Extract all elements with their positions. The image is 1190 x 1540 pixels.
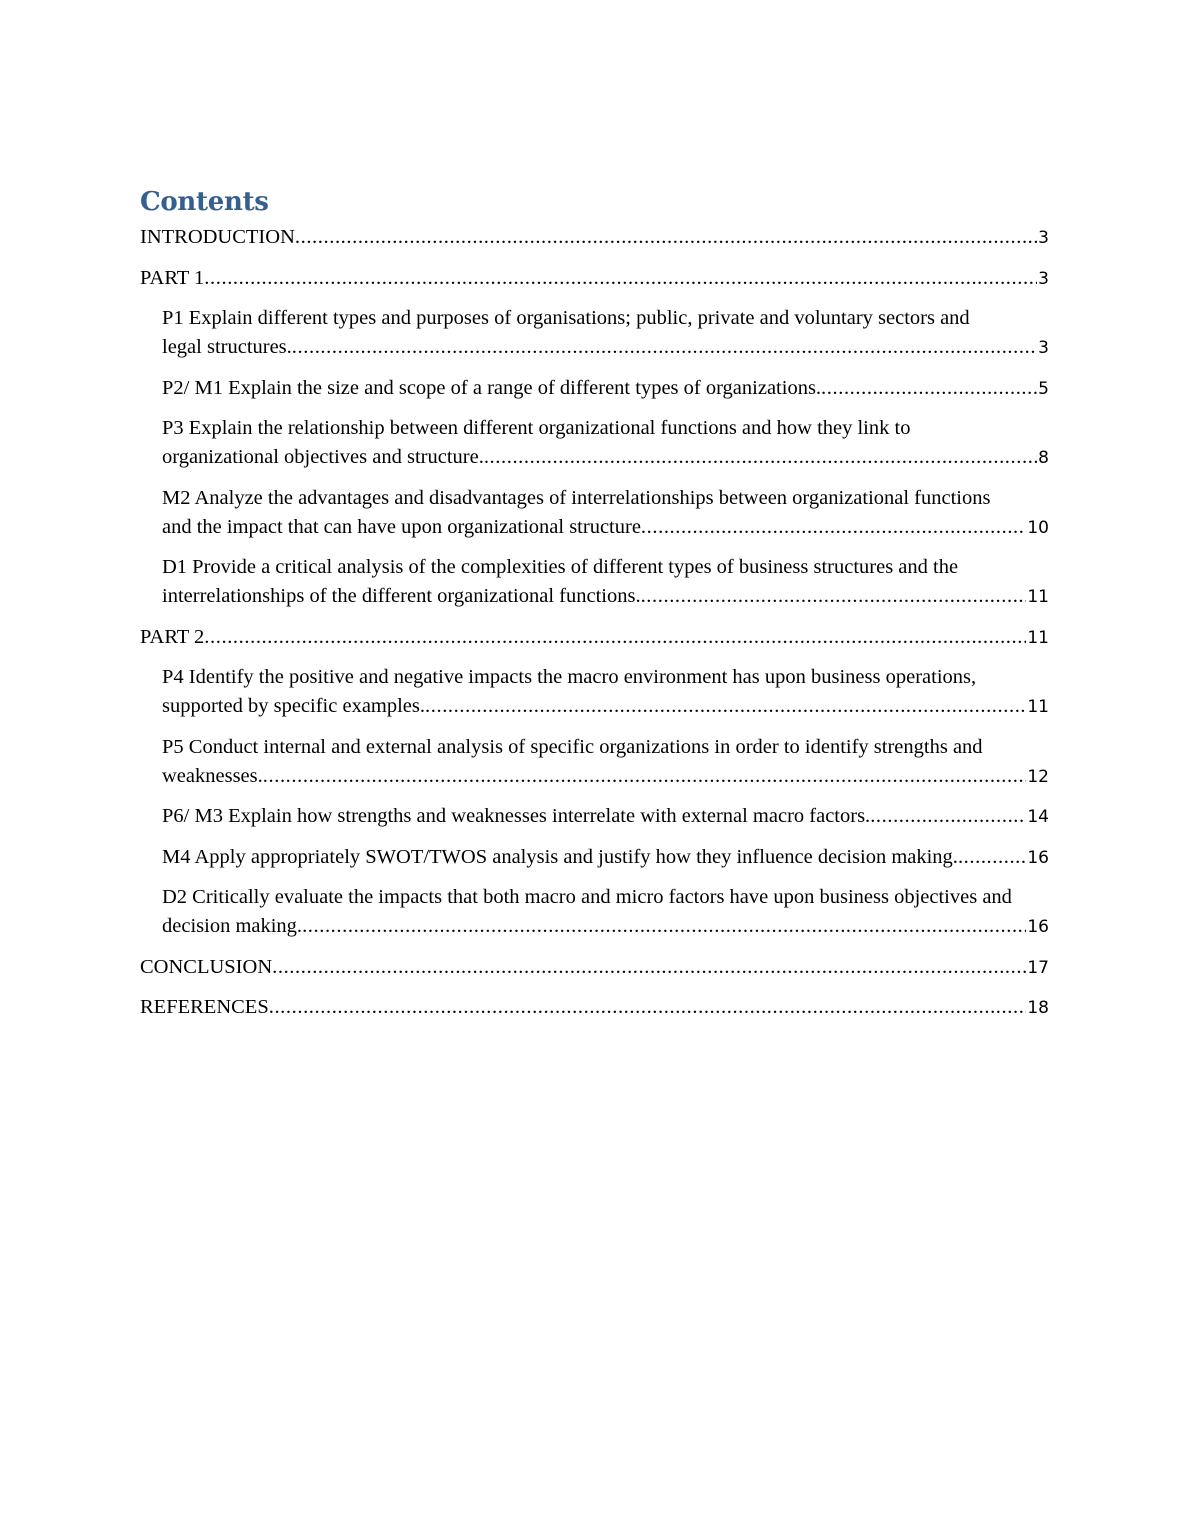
toc-page-number: 16 — [1027, 847, 1049, 868]
toc-page-number: 3 — [1038, 338, 1049, 358]
toc-entry-line — [140, 953, 1049, 983]
toc-entry[interactable] — [140, 843, 1049, 873]
toc-entry-text-line1: P1 Explain different types and purposes of organisations; public, private and voluntary sectors and — [162, 307, 970, 329]
toc-entry-text-line1: P5 Conduct internal and external analysis of specific organizations in order to identify strengths and — [162, 735, 983, 758]
toc-title: Contents — [140, 187, 269, 217]
toc-entry[interactable] — [140, 993, 1049, 1023]
toc-entry-text: decision making. — [162, 915, 303, 937]
dot-leader — [821, 374, 1037, 403]
toc-entry[interactable] — [140, 802, 1049, 832]
toc-entry-text: and the impact that can have upon organizational structure — [162, 515, 641, 538]
toc-entry-line — [162, 843, 1049, 873]
toc-entry-line — [162, 912, 1049, 942]
toc-entry-line — [140, 223, 1049, 253]
dot-leader — [870, 802, 1026, 831]
toc-entry-text-line1: P3 Explain the relationship between different organizational functions and how they link to — [162, 417, 911, 439]
toc-page-number: 17 — [1027, 957, 1049, 978]
toc-page-number: 11 — [1027, 697, 1049, 717]
dot-leader — [204, 264, 1037, 293]
toc-page-number: 3 — [1038, 268, 1049, 289]
dot-leader — [263, 762, 1027, 791]
toc-entry-text: REFERENCES — [140, 996, 269, 1018]
dot-leader — [295, 223, 1037, 252]
toc-page-number: 16 — [1027, 917, 1049, 937]
toc-page-number: 3 — [1038, 228, 1049, 248]
toc-entry-text: P6/ M3 Explain how strengths and weaknesses interrelate with external macro factors. — [162, 805, 871, 827]
toc-entry-line — [140, 993, 1049, 1023]
dot-leader — [641, 513, 1026, 542]
toc-entry-line — [162, 762, 1049, 792]
toc-entry[interactable] — [140, 304, 1049, 363]
toc-entry[interactable] — [140, 374, 1049, 404]
toc-entry-line — [162, 443, 1049, 473]
toc-entry-text-line1: D2 Critically evaluate the impacts that both macro and micro factors have upon business objectives and — [162, 886, 1012, 908]
toc-entry-line — [162, 374, 1049, 404]
toc-entry-line — [162, 802, 1049, 832]
toc-entry-text: weaknesses. — [162, 764, 263, 787]
toc-entry-text: legal structures. — [162, 336, 292, 358]
toc-entry-text: PART 1 — [140, 266, 205, 289]
toc-entry-text-line1: D1 Provide a critical analysis of the complexities of different types of business structures and the — [162, 556, 959, 578]
toc-entry[interactable] — [140, 733, 1049, 792]
toc-page-number: 11 — [1027, 627, 1049, 648]
toc-entry-text: organizational objectives and structure. — [162, 446, 484, 468]
dot-leader — [958, 843, 1026, 872]
toc-entry[interactable] — [140, 623, 1049, 653]
toc-entry-text-line1: M2 Analyze the advantages and disadvantages of interrelationships between organizational functions — [162, 486, 991, 509]
dot-leader — [641, 582, 1027, 611]
toc-page-number: 5 — [1038, 378, 1049, 399]
dot-leader — [269, 993, 1027, 1022]
toc-list — [140, 223, 1049, 1023]
toc-entry-text: interrelationships of the different organizational functions. — [162, 585, 641, 607]
toc-entry-text: PART 2 — [140, 625, 205, 648]
toc-page-number: 14 — [1027, 807, 1049, 827]
toc-page-number: 11 — [1027, 587, 1049, 607]
toc-entry-line — [140, 264, 1049, 294]
toc-entry-text: INTRODUCTION — [140, 226, 295, 248]
toc-entry[interactable] — [140, 553, 1049, 612]
toc-entry[interactable] — [140, 414, 1049, 473]
toc-page-number: 18 — [1027, 998, 1049, 1018]
toc-entry-text: M4 Apply appropriately SWOT/TWOS analysis and justify how they influence decision making. — [162, 845, 958, 868]
dot-leader — [425, 692, 1026, 721]
toc-entry[interactable] — [140, 953, 1049, 983]
toc-entry[interactable] — [140, 484, 1049, 543]
toc-entry[interactable] — [140, 883, 1049, 942]
toc-entry-text: supported by specific examples. — [162, 695, 426, 717]
toc-entry-text: P2/ M1 Explain the size and scope of a range of different types of organizations. — [162, 376, 822, 399]
document-page — [140, 183, 1049, 1034]
toc-entry-line — [162, 513, 1049, 543]
dot-leader — [302, 912, 1026, 941]
toc-page-number: 8 — [1038, 448, 1049, 468]
toc-entry-line — [162, 582, 1049, 612]
dot-leader — [272, 953, 1026, 982]
dot-leader — [204, 623, 1026, 652]
toc-entry[interactable] — [140, 223, 1049, 253]
toc-entry-text-line1: P4 Identify the positive and negative impacts the macro environment has upon business operations, — [162, 666, 977, 688]
toc-entry-line — [140, 623, 1049, 653]
toc-page-number: 12 — [1027, 766, 1049, 787]
toc-page-number: 10 — [1027, 517, 1049, 538]
toc-entry[interactable] — [140, 264, 1049, 294]
toc-entry-text: CONCLUSION — [140, 955, 273, 978]
dot-leader — [292, 333, 1037, 362]
toc-entry-line — [162, 333, 1049, 363]
dot-leader — [484, 443, 1037, 472]
toc-entry[interactable] — [140, 663, 1049, 722]
toc-entry-line — [162, 692, 1049, 722]
